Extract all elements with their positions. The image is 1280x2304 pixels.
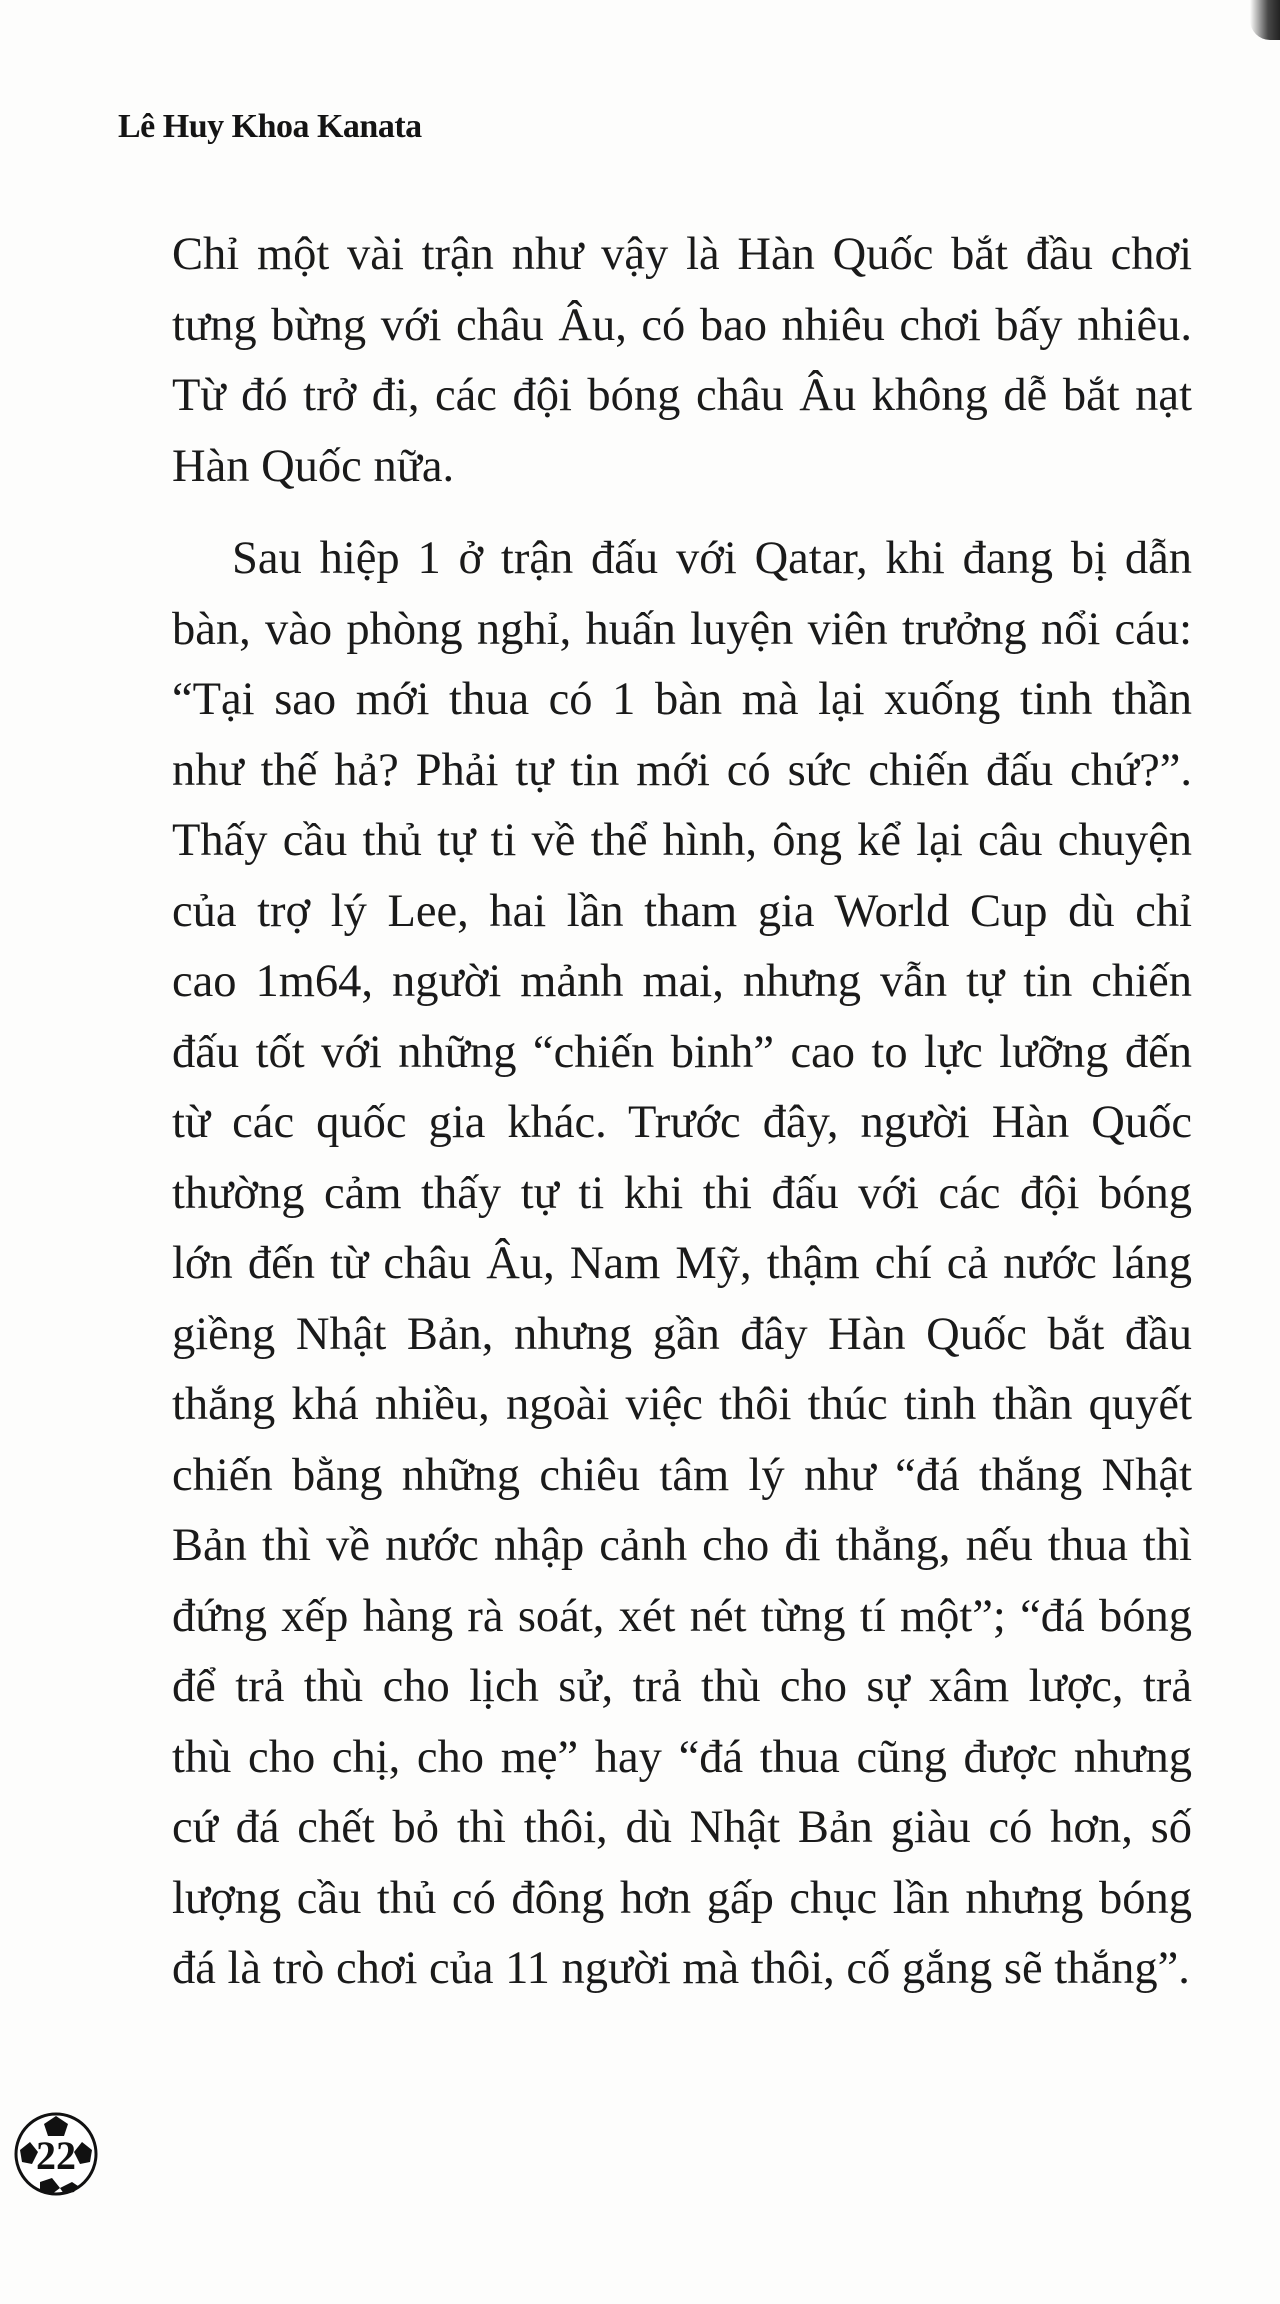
text-line: chiến bằng những chiêu tâm lý như “đá thắng Nhật bbox=[172, 1449, 1192, 1501]
paragraph bbox=[172, 524, 1192, 2005]
text-line: đấu tốt với những “chiến binh” cao to lực lưỡng đến bbox=[172, 1026, 1192, 1078]
text-line: Thấy cầu thủ tự ti về thể hình, ông kể lại câu chuyện bbox=[172, 815, 1192, 866]
text-line: như thế hả? Phải tự tin mới có sức chiến đấu chứ?”. bbox=[172, 744, 1192, 796]
text-line: tưng bừng với châu Âu, có bao nhiêu chơi bấy nhiêu. bbox=[172, 299, 1192, 351]
text-line: giềng Nhật Bản, nhưng gần đây Hàn Quốc bắt đầu bbox=[172, 1308, 1192, 1360]
text-line: lớn đến từ châu Âu, Nam Mỹ, thậm chí cả nước láng bbox=[172, 1238, 1192, 1289]
text-line: “Tại sao mới thua có 1 bàn mà lại xuống tinh thần bbox=[172, 674, 1192, 725]
page-folio bbox=[12, 2110, 100, 2198]
text-line: của trợ lý Lee, hai lần tham gia World Cup dù chỉ bbox=[172, 885, 1192, 937]
running-header: Lê Huy Khoa Kanata bbox=[118, 108, 422, 145]
paragraph bbox=[172, 220, 1192, 502]
body-text bbox=[172, 220, 1192, 2005]
text-line: Sau hiệp 1 ở trận đấu với Qatar, khi đang bị dẫn bbox=[232, 533, 1192, 584]
text-line: từ các quốc gia khác. Trước đây, người Hàn Quốc bbox=[172, 1097, 1192, 1148]
text-line: thắng khá nhiều, ngoài việc thôi thúc tinh thần quyết bbox=[172, 1379, 1192, 1430]
text-line: bàn, vào phòng nghỉ, huấn luyện viên trưởng nổi cáu: bbox=[172, 603, 1192, 655]
page-number: 22 bbox=[36, 2133, 76, 2178]
text-line: đá là trò chơi của 11 người mà thôi, cố gắng sẽ thắng”. bbox=[172, 1943, 1190, 1994]
text-line: để trả thù cho lịch sử, trả thù cho sự xâm lược, trả bbox=[172, 1661, 1192, 1712]
text-line: lượng cầu thủ có đông hơn gấp chục lần nhưng bóng bbox=[172, 1872, 1192, 1924]
text-line: Chỉ một vài trận như vậy là Hàn Quốc bắt đầu chơi bbox=[172, 229, 1192, 280]
page-edge-shadow bbox=[1250, 0, 1280, 40]
text-line: cứ đá chết bỏ thì thôi, dù Nhật Bản giàu có hơn, số bbox=[172, 1802, 1192, 1853]
text-line: đứng xếp hàng rà soát, xét nét từng tí một”; “đá bóng bbox=[172, 1590, 1192, 1642]
text-line: thù cho chị, cho mẹ” hay “đá thua cũng được nhưng bbox=[172, 1731, 1192, 1783]
text-line: cao 1m64, người mảnh mai, nhưng vẫn tự tin chiến bbox=[172, 956, 1192, 1007]
text-line: Từ đó trở đi, các đội bóng châu Âu không dễ bắt nạt bbox=[172, 370, 1192, 421]
text-line: Bản thì về nước nhập cảnh cho đi thẳng, nếu thua thì bbox=[172, 1520, 1192, 1571]
text-line: thường cảm thấy tự ti khi thi đấu với các đội bóng bbox=[172, 1167, 1192, 1219]
text-line: Hàn Quốc nữa. bbox=[172, 440, 455, 492]
